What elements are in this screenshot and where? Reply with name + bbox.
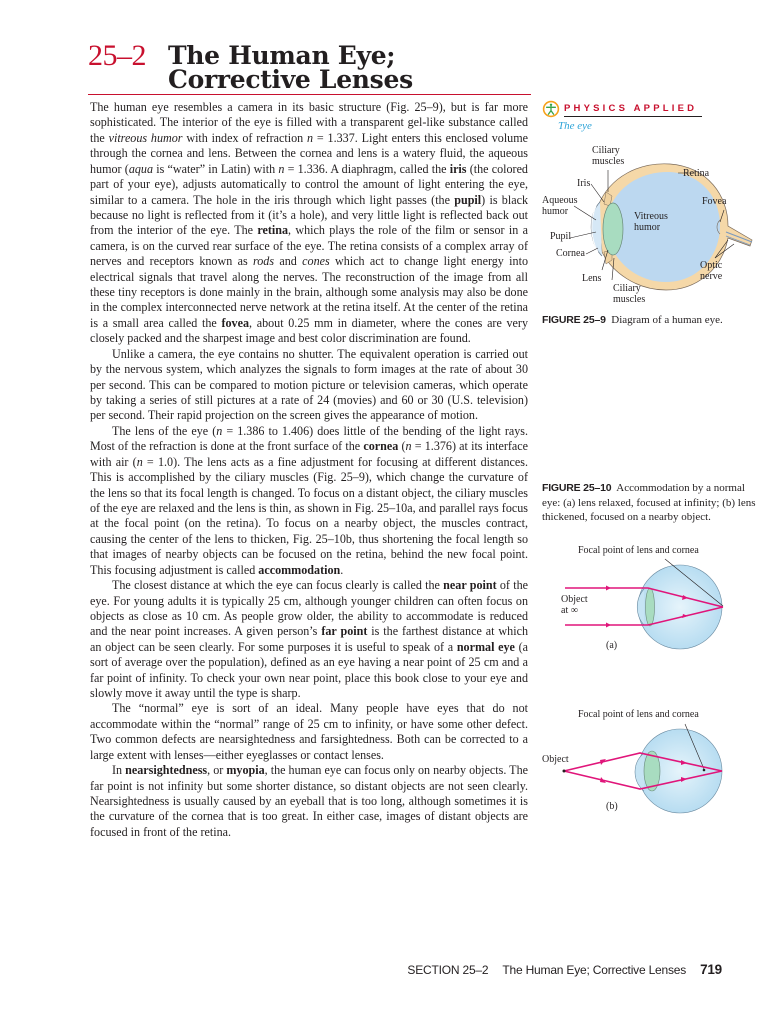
- figure-25-10a: [540, 543, 760, 655]
- term-normal-eye: normal eye: [456, 639, 515, 654]
- term-near-point: near point: [443, 578, 497, 593]
- paragraph-4: The closest distance at which the eye can focus clearly is called the near point of the eye. For young adults it is typically 25 cm, although younger children can often focus on objects as close as 10 cm. As people grow older, the ability to accommodate is reduced and the near point increases. A given person’s far point is the farthest distance at which an object can be seen clearly. For some purposes it is useful to speak of a normal eye (a sort of average over the population), defined as an eye having a near point of 25 cm and a far point of infinity. To check your own near point, place this book close to your eye and slowly move it away until the type is sharp.: [90, 578, 528, 701]
- object-at-infinity-label: Object at ∞: [561, 594, 588, 616]
- page-number: 719: [700, 962, 722, 977]
- figure-25-10-caption: [542, 481, 762, 525]
- term-cornea: cornea: [363, 439, 399, 454]
- object-label: Object: [542, 754, 569, 765]
- figure-25-10-text: Accommodation by a normal eye: (a) lens relaxed, focused at infinity; (b) lens thickened, focused on a nearby object.: [542, 482, 756, 523]
- paragraph-6: In nearsightedness, or myopia, the human eye can focus only on nearby objects. The far point is not infinity but some shorter distance, so distant objects are not seen clearly. Nearsightedness is usually caused by an eyeball that is too long, although sometimes it is the curvature of the cornea that is too great. In either case, images of distant objects are focused in front of the retina.: [90, 763, 528, 839]
- term-iris: iris: [449, 161, 467, 176]
- paragraph-5: The “normal” eye is sort of an ideal. Many people have eyes that do not accommodate within the “normal” range of 25 cm to infinity, or have some other defect. Two common defects are nearsightedness and farsightedness. Both can be corrected to a large extent with lenses—either eyeglasses or contact lenses.: [90, 701, 528, 762]
- term-accommodation: accommodation: [258, 562, 341, 577]
- footer-title: The Human Eye; Corrective Lenses: [502, 963, 687, 977]
- focal-point-label-a: Focal point of lens and cornea: [578, 545, 699, 556]
- figure-25-9-text: Diagram of a human eye.: [611, 314, 723, 326]
- page-footer: [407, 962, 722, 977]
- figure-25-9-caption: [542, 313, 742, 328]
- heading-rule: [88, 94, 531, 95]
- label-optic-nerve: Optic nerve: [700, 260, 723, 282]
- figure-25-10-label: FIGURE 25–10: [542, 482, 612, 494]
- section-number: 25–2: [88, 39, 146, 72]
- physics-applied-person-icon: [542, 100, 560, 118]
- section-title-line-1: The Human Eye;: [168, 41, 396, 70]
- figure-25-10b: [540, 709, 760, 819]
- term-far-point: far point: [321, 624, 368, 639]
- part-a-tag: (a): [606, 640, 618, 651]
- focal-point-label-b: Focal point of lens and cornea: [578, 709, 699, 720]
- label-pupil: Pupil: [550, 231, 572, 242]
- paragraph-1: The human eye resembles a camera in its basic structure (Fig. 25–9), but is far more sophisticated. The interior of the eye is filled with a transparent gel-like substance called the vitreous humor with index of refraction n = 1.337. Light enters this enclosed volume through the cornea and lens. Between the cornea and lens is a watery fluid, the aqueous humor (aqua is “water” in Latin) with n = 1.336. A diaphragm, called the iris (the colored part of your eye), adjusts automatically to control the amount of light entering the eye, similar to a camera. The hole in the iris through which light passes (the pupil) is black because no light is reflected from it (it’s a hole), and very little light is reflected back out from the interior of the eye. The retina, which plays the role of the film or sensor in a camera, is on the curved rear surface of the eye. The retina consists of a complex array of nerves and receptors known as rods and cones which act to change light energy into electrical signals that travel along the nerves. The reconstruction of the image from all these tiny receptors is done mainly in the brain, although some analysis may also be done in the complex interconnected nerve network at the retina itself. At the center of the retina is a small area called the fovea, about 0.25 mm in diameter, where the cones are very closely packed and the sharpest image and best color discrimination are found.: [90, 100, 528, 346]
- figure-25-9-label: FIGURE 25–9: [542, 314, 606, 326]
- figure-25-9: [540, 140, 760, 340]
- physics-applied-topic: The eye: [558, 120, 592, 132]
- term-myopia: myopia: [226, 763, 265, 778]
- label-iris: Iris: [577, 178, 591, 189]
- term-fovea: fovea: [221, 315, 250, 330]
- label-cornea: Cornea: [556, 248, 585, 259]
- section-title: [168, 41, 413, 94]
- label-lens: Lens: [582, 273, 602, 284]
- label-vitreous-humor: Vitreous humor: [634, 211, 668, 233]
- accommodation-diagram-b: [540, 709, 760, 819]
- paragraph-2: Unlike a camera, the eye contains no shutter. The equivalent operation is carried out by the nervous system, which analyzes the signals to form images at the rate of about 30 per second. This can be compared to motion picture or television cameras, which operate by taking a series of still pictures at a rate of 24 (movies) and 60 or 30 (U.S. television) per second. Their rapid projection on the screen gives the appearance of motion.: [90, 346, 528, 423]
- physics-applied-label: PHYSICS APPLIED: [564, 103, 698, 114]
- label-fovea: Fovea: [702, 196, 727, 207]
- term-retina: retina: [257, 223, 289, 238]
- section-title-line-2: Corrective Lenses: [168, 65, 413, 94]
- label-ciliary-muscles-top: Ciliary muscles: [592, 145, 625, 167]
- label-aqueous-humor: Aqueous humor: [542, 195, 578, 217]
- label-ciliary-muscles-bottom: Ciliary muscles: [613, 283, 646, 305]
- term-nearsightedness: nearsightedness: [125, 763, 208, 778]
- footer-section: SECTION 25–2: [407, 963, 489, 977]
- body-text-column: [90, 100, 528, 840]
- physics-applied-rule: [564, 116, 702, 117]
- paragraph-3: The lens of the eye (n = 1.386 to 1.406) does little of the bending of the light rays. Most of the refraction is done at the front surface of the cornea (n = 1.376) at its interface with air (n = 1.0). The lens acts as a fine adjustment for focusing at different distances. This is accomplished by the ciliary muscles (Fig. 25–9), which change the curvature of the lens so that its focal length is changed. To focus on a distant object, the ciliary muscles of the eye are relaxed and the lens is thin, as shown in Fig. 25–10a, and parallel rays focus at the focal point (on the retina). To focus on a nearby object, the muscles contract, causing the center of the lens to thicken, Fig. 25–10b, thus shortening the focal length so that images of nearby objects can be focused on the retina, behind the new focal point. This focusing adjustment is called accommodation.: [90, 423, 528, 577]
- part-b-tag: (b): [606, 801, 618, 812]
- term-pupil: pupil: [454, 192, 482, 207]
- label-retina: Retina: [683, 168, 710, 179]
